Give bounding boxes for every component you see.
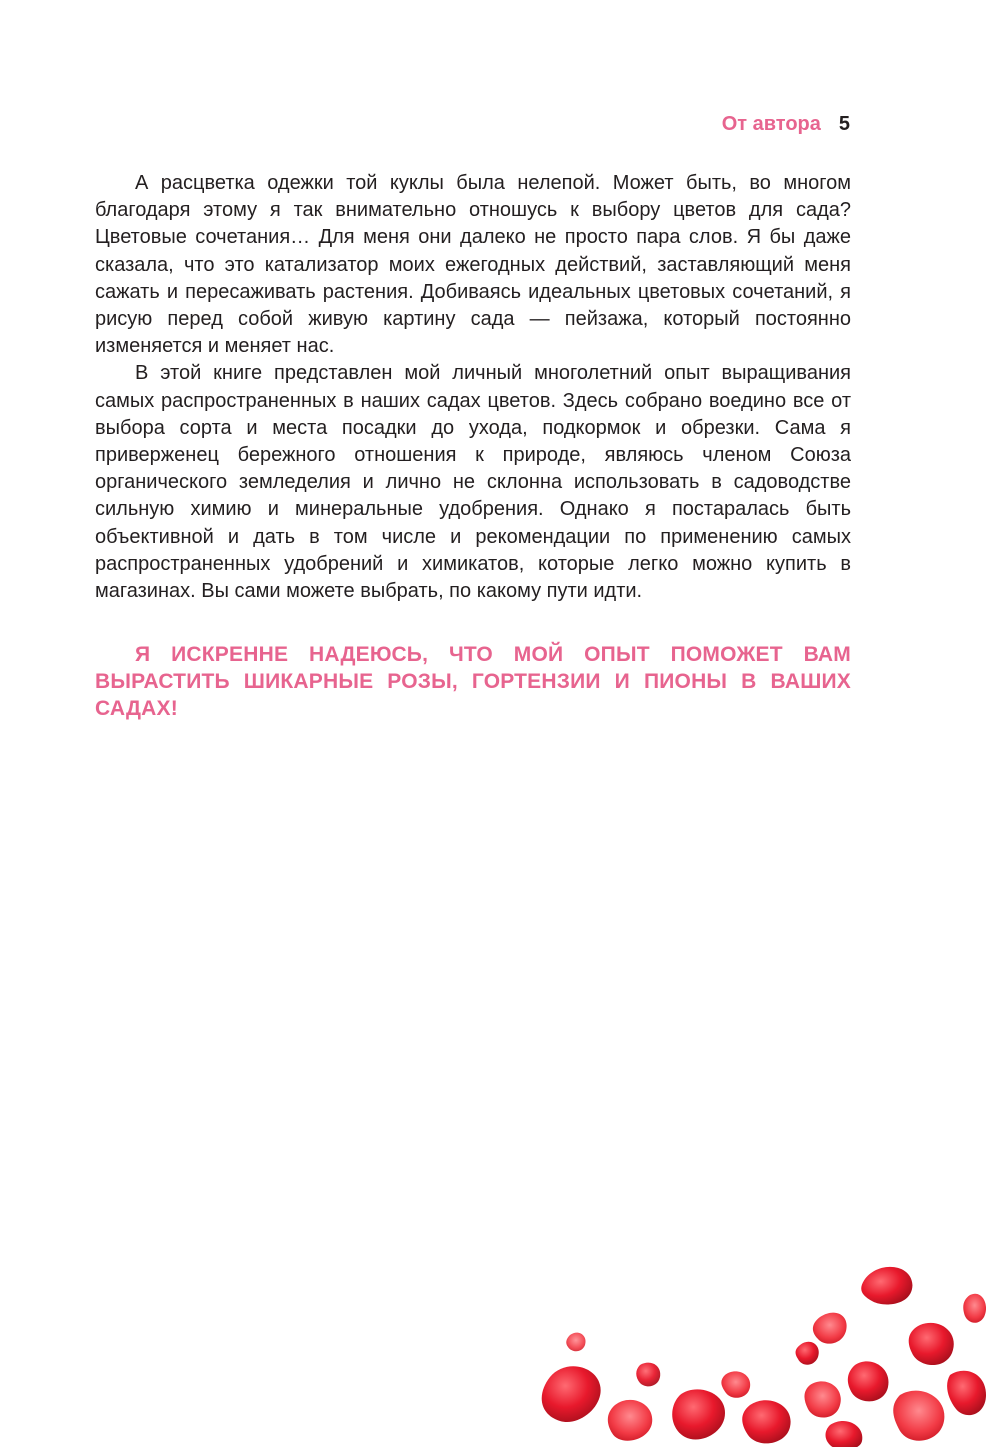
petal-group [542, 1263, 986, 1447]
callout-text: Я ИСКРЕННЕ НАДЕЮСЬ, ЧТО МОЙ ОПЫТ ПОМОЖЕТ ВАМ ВЫРАСТИТЬ ШИКАРНЫЕ РОЗЫ, ГОРТЕНЗИИ И ПИОНЫ В ВАШИХ САДАХ! [95, 643, 851, 720]
body-text [95, 170, 851, 605]
running-header [722, 113, 850, 141]
section-title: От автора [721, 113, 821, 135]
paragraph: В этой книге представлен мой личный многолетний опыт выращивания самых распространенных в наших садах цветов. Здесь собрано воедино все от выбора сорта и места посадки до ухода, подкормок и обрезки. Сама я приверженец бережного отношения к природе, являюсь членом Союза органического земледелия и лично не склонна использовать в садоводстве сильную химию и минеральные удобрения. Однако я постаралась быть объективной и дать в том числе и рекомендации по применению самых распространенных удобрений и химикатов, которые легко можно купить в магазинах. Вы сами можете выбрать, по какому пути идти. [95, 362, 851, 603]
page-number: 5 [838, 113, 850, 135]
rose-petals-icon [520, 1255, 986, 1447]
paragraph: А расцветка одежки той куклы была нелепой. Может быть, во многом благодаря этому я так внимательно отношусь к выбору цветов для сада? Цветовые сочетания… Для меня они далеко не просто пара слов. Я бы даже сказала, что это катализатор моих ежегодных действий, заставляющий меня сажать и пересаживать растения. Добиваясь идеальных цветовых сочетаний, я рисую перед собой живую картину сада — пейзажа, который постоянно изменяется и меняет нас. [95, 172, 851, 358]
